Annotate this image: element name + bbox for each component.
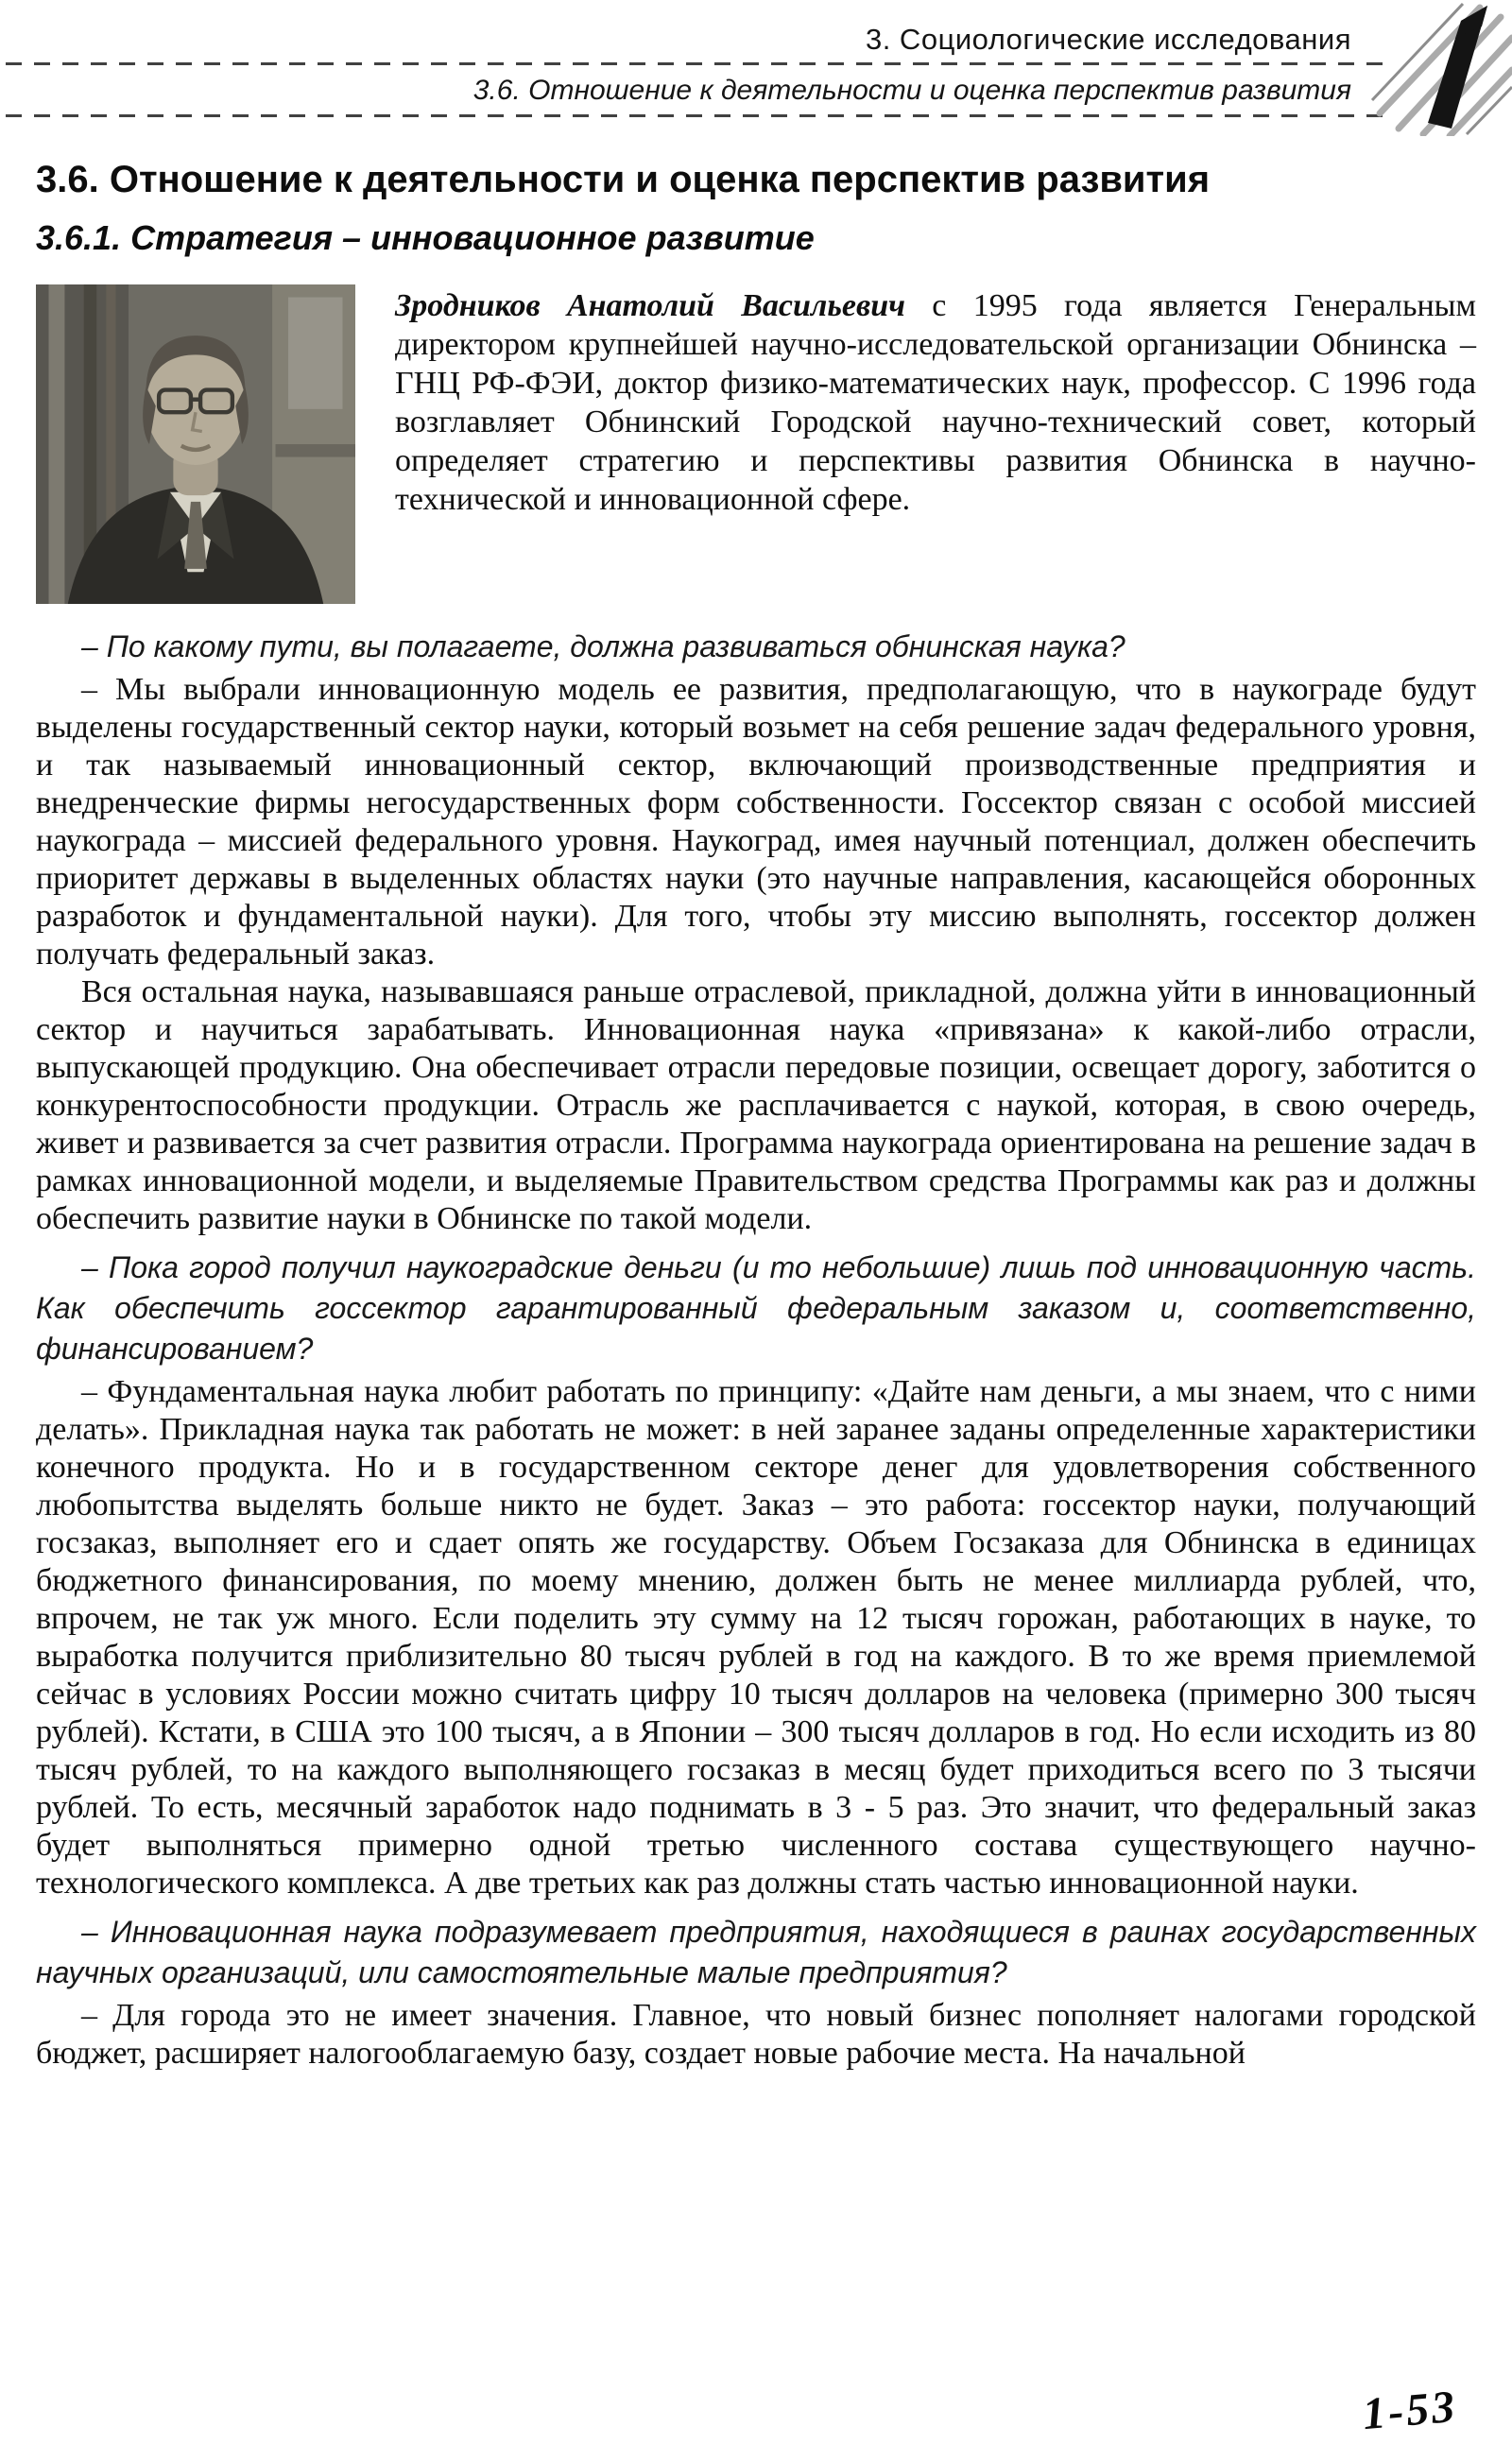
bio-paragraph [395, 284, 1476, 604]
bio-name: Зродников Анатолий Васильевич [395, 288, 905, 323]
portrait-photo [36, 284, 355, 604]
subsection-heading: 3.6.1. Стратегия – инновационное развитие [36, 218, 815, 257]
answer-paragraph: – Мы выбрали инновационную модель ее развития, предполагающую, что в наукограде будут выделены государственный сектор науки, который возьмет на себя решение задач федерального уровня, и так называемый инновационный сектор, включающий производственные предприятия и внедренческие фирмы негосударственных форм собственности. Госсектор связан с особой миссией наукограда – миссией федерального уровня. Наукоград, имея научный потенциал, должен обеспечить приоритет державы в выделенных областях науки (это научные направления, касающейся оборонных разработок и фундаментальной науки). Для того, чтобы эту миссию выполнять, госсектор должен получать федеральный заказ. [36, 672, 1476, 972]
page-content [0, 159, 1512, 2073]
question-paragraph: – Пока город получил наукоградские деньги (и то небольшие) лишь под инновационную часть. Как обеспечить госсектор гарантированный федеральным заказом и, соответственно, финансированием? [36, 1250, 1476, 1366]
running-head-section: 3.6. Отношение к деятельности и оценка перспектив развития [472, 75, 1351, 106]
chapter-corner-decor-icon [1368, 2, 1512, 136]
interview-block [36, 627, 1476, 2073]
question-paragraph: – По какому пути, вы полагаете, должна развиваться обнинская наука? [81, 629, 1125, 663]
dashed-rule-bottom [6, 114, 1384, 117]
answer-paragraph: – Фундаментальная наука любит работать по принципу: «Дайте нам деньги, а мы знаем, что с ними делать». Прикладная наука так работать не может: в ней заранее заданы определенные характеристики конечного продукта. Но и в государственном секторе денег для удовлетворения собственного любопытства выделять больше никто не будет. Заказ – это работа: госсектор науки, получающий госзаказ, выполняет его и сдает опять же государству. Объем Госзаказа для Обнинска в единицах бюджетного финансирования, по моему мнению, должен быть не менее миллиарда рублей, что, впрочем, не так уж много. Если поделить эту сумму на 12 тысяч горожан, работающих в науке, то выработка получится приблизительно 80 тысяч рублей в год на каждого. В то же время приемлемой сейчас в условиях России можно считать цифру 10 тысяч долларов на человека (примерно 300 тысяч рублей). Кстати, в США это 100 тысяч, а в Японии – 300 тысяч долларов в год. Но если исходить из 80 тысяч рублей, то на каждого выполняющего госзаказ в месяц будет приходиться всего по 3 тысячи рублей. То есть, месячный заработок надо поднимать в 3 - 5 раз. Это значит, что федеральный заказ будет выполняться примерно одной третью численного состава существующего научно-технологического комплекса. А две третьих как раз должны стать частью инновационной науки. [36, 1374, 1476, 1901]
running-head-chapter: 3. Социологические исследования [865, 23, 1351, 56]
section-heading: 3.6. Отношение к деятельности и оценка перспектив развития [36, 159, 1211, 200]
page-number: 1-53 [1360, 2381, 1460, 2440]
answer-paragraph: Вся остальная наука, называвшаяся раньше отраслевой, прикладной, должна уйти в инновационный сектор и научиться зарабатывать. Инновационная наука «привязана» к какой-либо отрасли, выпускающей продукцию. Она обеспечивает отрасли передовые позиции, освещает дорогу, заботится о конкурентоспособности продукции. Отрасль же расплачивается с наукой, которая, в свою очередь, живет и развивается за счет развития отрасли. Программа наукограда ориентирована на решение задач в рамках инновационной модели, и выделяемые Правительством средства Программы как раз и должны обеспечить развитие науки в Обнинске по такой модели. [36, 974, 1476, 1236]
question-paragraph: – Инновационная наука подразумевает предприятия, находящиеся в раинах государственных научных организаций, или самостоятельные малые предприятия? [36, 1915, 1476, 1989]
bio-text: с 1995 года является Генеральным директором крупнейшей научно-исследовательской организации Обнинска – ГНЦ РФ-ФЭИ, доктор физико-математических наук, профессор. С 1996 года возглавляет Обнинский Городской научно-технический совет, который определяет стратегию и перспективы развития Обнинска в научно-технической и инновационной сфере. [395, 288, 1477, 517]
bio-block [36, 284, 1476, 604]
answer-paragraph: – Для города это не имеет значения. Главное, что новый бизнес пополняет налогами городской бюджет, расширяет налогооблагаемую базу, создает новые рабочие места. На начальной [36, 1998, 1476, 2071]
